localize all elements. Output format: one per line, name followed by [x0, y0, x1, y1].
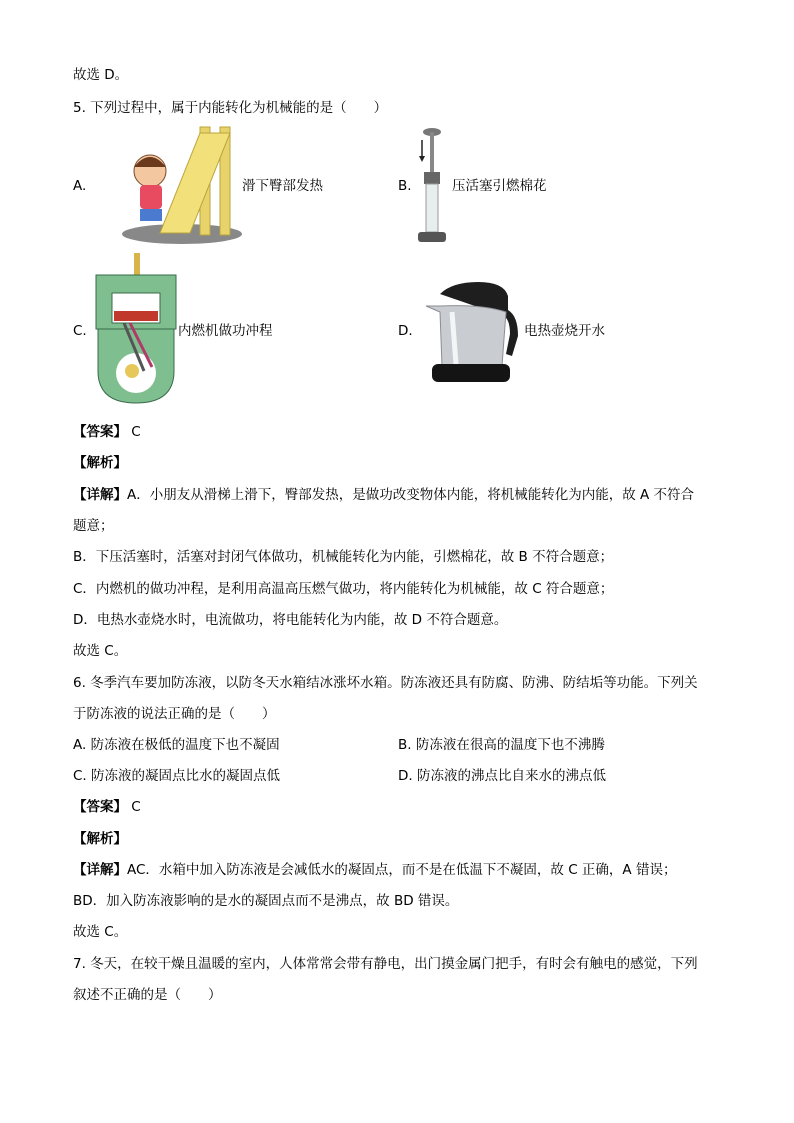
engine-image [94, 253, 178, 407]
question-6-cont: 于防冻液的说法正确的是（ ） [73, 706, 276, 722]
answer-value: C [131, 799, 141, 815]
answer-tag: 【答案】 [73, 799, 127, 815]
q6-option-c: C. 防冻液的凝固点比水的凝固点低 [73, 768, 281, 784]
q6-option-d: D. 防冻液的沸点比自来水的沸点低 [398, 768, 606, 784]
detail-line: 题意； [73, 518, 114, 534]
detail-tag: 【详解】 [73, 487, 127, 503]
piston-tube-image [414, 126, 450, 244]
analysis-tag: 【解析】 [73, 455, 127, 471]
detail-line: D．电热水壶烧水时，电流做功，将电能转化为内能，故 D 不符合题意。 [73, 612, 508, 628]
option-a-text: 滑下臀部发热 [242, 178, 323, 194]
conclusion-line: 故选 C。 [73, 924, 128, 940]
option-b-letter: B. [398, 178, 412, 194]
q6-option-b: B. 防冻液在很高的温度下也不沸腾 [398, 737, 605, 753]
option-a-letter: A. [73, 178, 87, 194]
option-c-text: 内燃机做功冲程 [178, 323, 273, 339]
option-d-text: 电热壶烧开水 [524, 323, 605, 339]
slide-image [120, 123, 244, 247]
detail-text: A．小朋友从滑梯上滑下，臀部发热，是做功改变物体内能，将机械能转化为内能，故 A 不符合 [127, 487, 695, 503]
detail-line: C．内燃机的做功冲程，是利用高温高压燃气做功，将内能转化为机械能，故 C 符合题意； [73, 581, 614, 597]
analysis-tag: 【解析】 [73, 831, 127, 847]
option-b-text: 压活塞引燃棉花 [452, 178, 547, 194]
question-7-cont: 叙述不正确的是（ ） [73, 987, 222, 1003]
option-d-letter: D. [398, 323, 413, 339]
detail-line: B．下压活塞时，活塞对封闭气体做功，机械能转化为内能，引燃棉花，故 B 不符合题意； [73, 549, 614, 565]
detail-tag: 【详解】 [73, 862, 127, 878]
question-5: 5. 下列过程中，属于内能转化为机械能的是（ ） [73, 100, 388, 116]
text-line: 故选 D。 [73, 67, 129, 83]
detail-line [73, 486, 694, 504]
kettle-image [422, 276, 522, 386]
answer-value: C [131, 424, 141, 440]
answer-line-q6 [73, 798, 141, 816]
question-7: 7. 冬天，在较干燥且温暖的室内，人体常常会带有静电，出门摸金属门把手，有时会有触电的感觉，下列 [73, 956, 698, 972]
q6-option-a: A. 防冻液在极低的温度下也不凝固 [73, 737, 280, 753]
answer-line-q5 [73, 423, 141, 441]
answer-tag: 【答案】 [73, 424, 127, 440]
question-6: 6. 冬季汽车要加防冻液，以防冬天水箱结冰涨坏水箱。防冻液还具有防腐、防沸、防结垢等功能。下列关 [73, 675, 698, 691]
conclusion-line: 故选 C。 [73, 643, 128, 659]
detail-text: AC．水箱中加入防冻液是会减低水的凝固点，而不是在低温下不凝固，故 C 正确，A 错误； [127, 862, 677, 878]
option-c-letter: C. [73, 323, 87, 339]
detail-line [73, 861, 676, 879]
detail-line: BD．加入防冻液影响的是水的凝固点而不是沸点，故 BD 错误。 [73, 893, 459, 909]
